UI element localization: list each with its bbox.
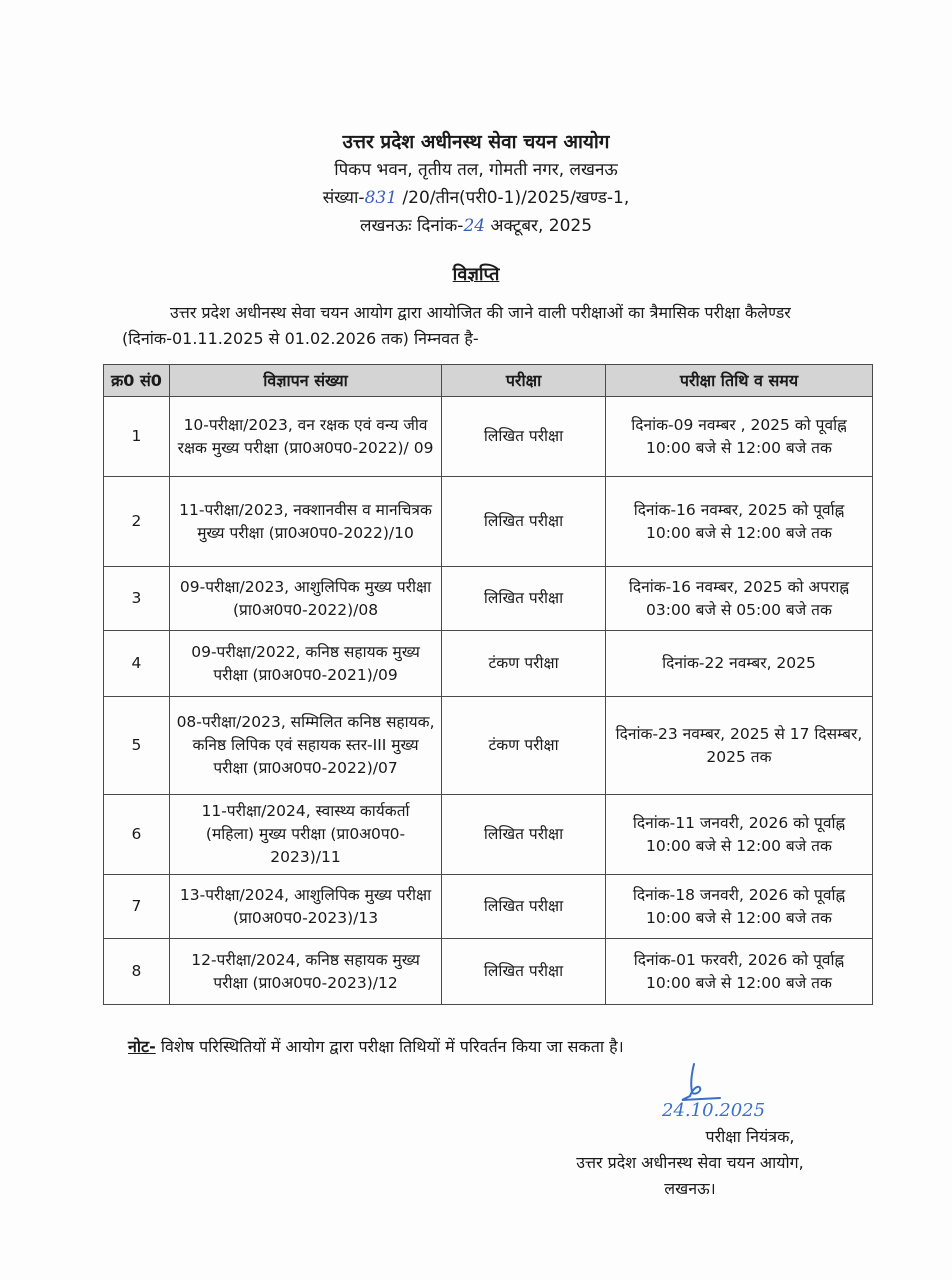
cell-advertisement: 10-परीक्षा/2023, वन रक्षक एवं वन्य जीव रक्षक मुख्य परीक्षा (प्रा0अ0प0-2022)/ 09 <box>169 397 441 477</box>
cell-datetime: दिनांक-01 फरवरी, 2026 को पूर्वाह्न 10:00 बजे से 12:00 बजे तक <box>605 939 872 1005</box>
table-row <box>104 939 873 1005</box>
note <box>128 1034 888 1060</box>
table-row <box>104 477 873 567</box>
cell-exam: लिखित परीक्षा <box>442 397 606 477</box>
header-exam-date-time: परीक्षा तिथि व समय <box>605 365 872 397</box>
reference-number <box>0 184 952 212</box>
address: पिकप भवन, तृतीय तल, गोमती नगर, लखनऊ <box>334 160 618 180</box>
cell-exam: टंकण परीक्षा <box>442 631 606 697</box>
table-row <box>104 567 873 631</box>
issue-date <box>0 212 952 240</box>
reference-suffix: /20/तीन(परी0-1)/2025/खण्ड-1, <box>397 188 630 208</box>
cell-advertisement: 11-परीक्षा/2023, नक्शानवीस व मानचित्रक मुख्य परीक्षा (प्रा0अ0प0-2022)/10 <box>169 477 441 567</box>
table-row <box>104 697 873 795</box>
cell-datetime: दिनांक-18 जनवरी, 2026 को पूर्वाह्न 10:00 बजे से 12:00 बजे तक <box>605 875 872 939</box>
cell-serial: 8 <box>104 939 170 1005</box>
header-serial-number: क्र0 सं0 <box>104 365 170 397</box>
cell-datetime: दिनांक-22 नवम्बर, 2025 <box>605 631 872 697</box>
reference-handwritten-number: 831 <box>364 188 398 208</box>
cell-advertisement: 13-परीक्षा/2024, आशुलिपिक मुख्य परीक्षा (प्रा0अ0प0-2023)/13 <box>169 875 441 939</box>
cell-serial: 5 <box>104 697 170 795</box>
signatory-block <box>540 1124 840 1202</box>
notice-title: विज्ञप्ति <box>452 264 500 285</box>
cell-exam: टंकण परीक्षा <box>442 697 606 795</box>
signatory-organization: उत्तर प्रदेश अधीनस्थ सेवा चयन आयोग, <box>576 1153 804 1172</box>
table-row <box>104 875 873 939</box>
date-prefix: लखनऊः दिनांक- <box>359 216 464 236</box>
date-handwritten-day: 24 <box>463 216 486 236</box>
note-text: विशेष परिस्थितियों में आयोग द्वारा परीक्षा तिथियों में परिवर्तन किया जा सकता है। <box>155 1037 624 1056</box>
cell-serial: 6 <box>104 795 170 875</box>
header-exam: परीक्षा <box>442 365 606 397</box>
cell-serial: 3 <box>104 567 170 631</box>
cell-advertisement: 12-परीक्षा/2024, कनिष्ठ सहायक मुख्य परीक्षा (प्रा0अ0प0-2023)/12 <box>169 939 441 1005</box>
cell-advertisement: 11-परीक्षा/2024, स्वास्थ्य कार्यकर्ता (महिला) मुख्य परीक्षा (प्रा0अ0प0-2023)/11 <box>169 795 441 875</box>
signature-date: 24.10.2025 <box>662 1100 766 1121</box>
signatory-designation: परीक्षा नियंत्रक, <box>705 1127 795 1146</box>
signatory-city: लखनऊ। <box>664 1179 716 1198</box>
reference-prefix: संख्या- <box>322 188 365 208</box>
table-row <box>104 397 873 477</box>
cell-datetime: दिनांक-16 नवम्बर, 2025 को पूर्वाह्न 10:00 बजे से 12:00 बजे तक <box>605 477 872 567</box>
exam-calendar-table <box>103 364 873 1005</box>
intro-paragraph: उत्तर प्रदेश अधीनस्थ सेवा चयन आयोग द्वारा आयोजित की जाने वाली परीक्षाओं का त्रैमासिक परीक्षा कैलेण्डर (दिनांक-01.11.2025 से 01.02.2026 तक) निम्नवत है- <box>122 303 791 348</box>
cell-serial: 2 <box>104 477 170 567</box>
date-suffix: अक्टूबर, 2025 <box>485 216 593 236</box>
cell-serial: 1 <box>104 397 170 477</box>
note-label: नोट- <box>128 1037 156 1056</box>
cell-advertisement: 08-परीक्षा/2023, सम्मिलित कनिष्ठ सहायक, कनिष्ठ लिपिक एवं सहायक स्तर-III मुख्य परीक्षा (प्रा0अ0प0-2022)/07 <box>169 697 441 795</box>
cell-exam: लिखित परीक्षा <box>442 477 606 567</box>
cell-exam: लिखित परीक्षा <box>442 939 606 1005</box>
cell-serial: 4 <box>104 631 170 697</box>
table-header-row <box>104 365 873 397</box>
cell-datetime: दिनांक-11 जनवरी, 2026 को पूर्वाह्न 10:00 बजे से 12:00 बजे तक <box>605 795 872 875</box>
cell-datetime: दिनांक-16 नवम्बर, 2025 को अपराह्न 03:00 बजे से 05:00 बजे तक <box>605 567 872 631</box>
cell-advertisement: 09-परीक्षा/2022, कनिष्ठ सहायक मुख्य परीक्षा (प्रा0अ0प0-2021)/09 <box>169 631 441 697</box>
cell-advertisement: 09-परीक्षा/2023, आशुलिपिक मुख्य परीक्षा (प्रा0अ0प0-2022)/08 <box>169 567 441 631</box>
letterhead <box>0 128 952 240</box>
cell-datetime: दिनांक-09 नवम्बर , 2025 को पूर्वाह्न 10:00 बजे से 12:00 बजे तक <box>605 397 872 477</box>
table-row <box>104 795 873 875</box>
cell-exam: लिखित परीक्षा <box>442 567 606 631</box>
table-row <box>104 631 873 697</box>
cell-exam: लिखित परीक्षा <box>442 795 606 875</box>
cell-serial: 7 <box>104 875 170 939</box>
header-advertisement-number: विज्ञापन संख्या <box>169 365 441 397</box>
cell-exam: लिखित परीक्षा <box>442 875 606 939</box>
cell-datetime: दिनांक-23 नवम्बर, 2025 से 17 दिसम्बर, 2025 तक <box>605 697 872 795</box>
organization-title: उत्तर प्रदेश अधीनस्थ सेवा चयन आयोग <box>342 131 610 153</box>
